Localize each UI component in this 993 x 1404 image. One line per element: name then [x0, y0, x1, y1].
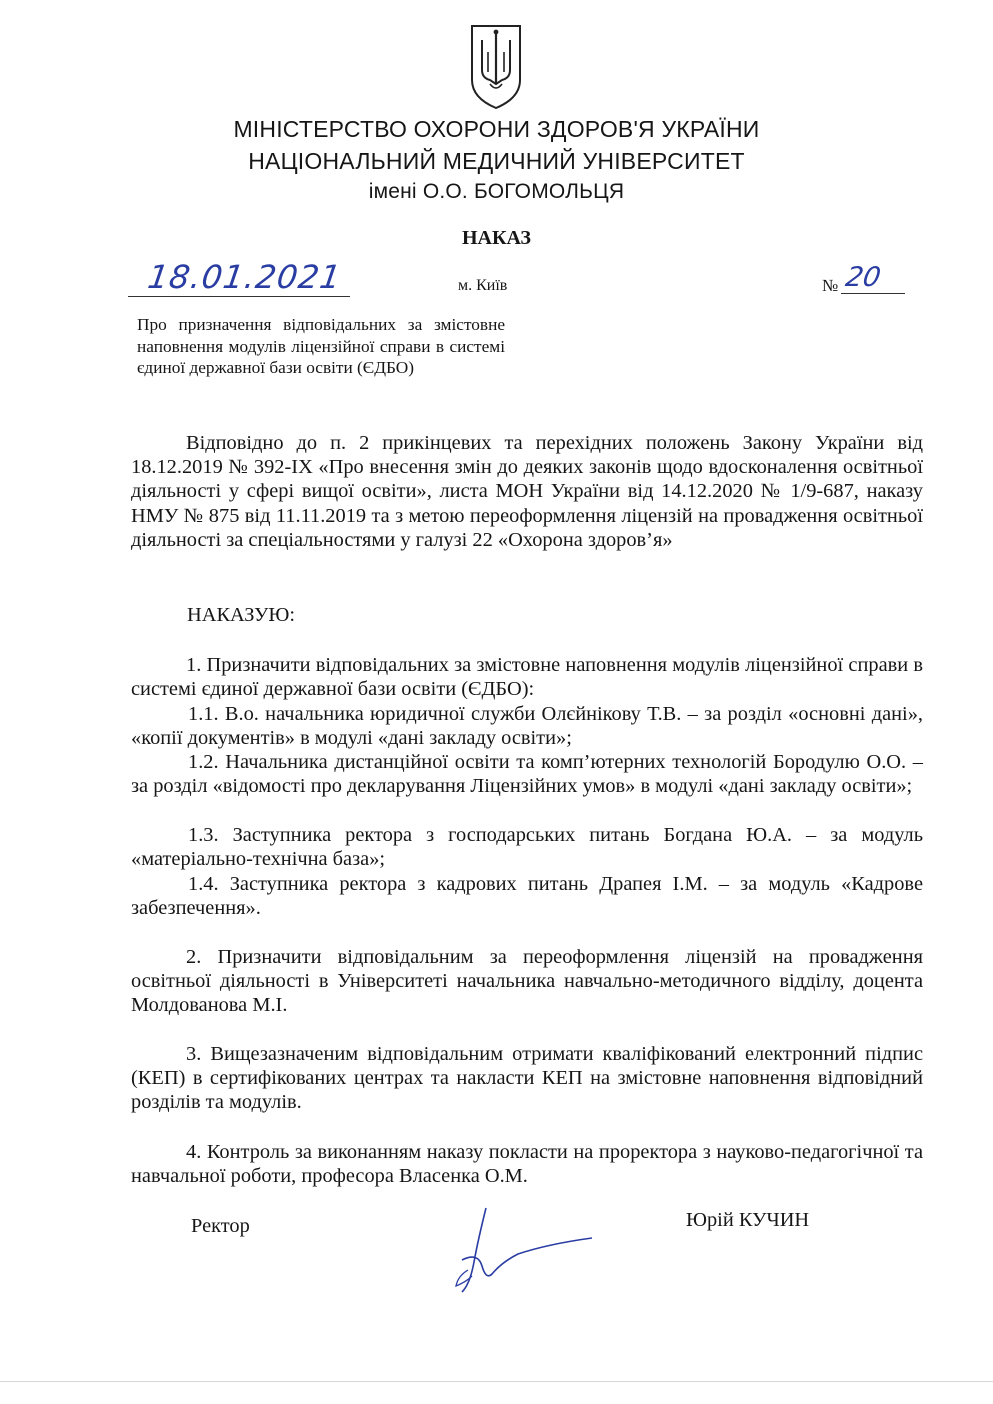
university-title: НАЦІОНАЛЬНИЙ МЕДИЧНИЙ УНІВЕРСИТЕТ [248, 148, 745, 174]
order-item-3: 3. Вищезазначеним відповідальним отримати кваліфікований електронний підпис (КЕП) в сертифікованих центрах та накласти КЕП на змістовне наповнення відповідний розділів та модулів. [131, 1043, 923, 1114]
page-bottom-edge [0, 1381, 993, 1382]
handwritten-order-number: 20 [843, 262, 884, 293]
signer-name: Юрій КУЧИН [686, 1209, 810, 1231]
city-label: м. Київ [458, 277, 508, 294]
order-number-underline [841, 293, 905, 294]
order-item-1-4: 1.4. Заступника ректора з кадрових питань Драпея І.М. – за модуль «Кадрове забезпечення». [131, 873, 923, 920]
document-type-title: НАКАЗ [461, 227, 531, 249]
order-item-2: 2. Призначити відповідальним за переоформлення ліцензій на провадження освітньої діяльності в Університеті начальника навчально-методичного відділу, доцента Молдованова М.І. [131, 946, 923, 1017]
order-item-4: 4. Контроль за виконанням наказу покласти на проректора з науково-педагогічної та навчальної роботи, професора Власенка О.М. [131, 1141, 923, 1188]
order-number-label: № [822, 276, 839, 295]
signer-position: Ректор [191, 1215, 250, 1237]
handwritten-signature-icon [448, 1200, 596, 1300]
university-named-after: імені О.О. БОГОМОЛЬЦЯ [368, 180, 625, 203]
ministry-title: МІНІСТЕРСТВО ОХОРОНИ ЗДОРОВ'Я УКРАЇНИ [233, 116, 760, 142]
order-item-1-3: 1.3. Заступника ректора з господарських питань Богдана Ю.А. – за модуль «матеріально-технічна база»; [131, 824, 923, 871]
preamble-paragraph: Відповідно до п. 2 прикінцевих та перехідних положень Закону України від 18.12.2019 № 392-IX «Про внесення змін до деяких законів щодо вдосконалення освітньої діяльності у сфері вищої освіти», листа МОН України від 14.12.2020 № 1/9-687, наказу НМУ № 875 від 11.11.2019 та з метою переоформлення ліцензій на провадження освітньої діяльності за спеціальностями у галузі 22 «Охорона здоров’я» [131, 432, 923, 551]
order-subject: Про призначення відповідальних за змістовне наповнення модулів ліцензійної справи в системі єдиної державної бази освіти (ЄДБО) [137, 315, 505, 377]
order-item-1-2: 1.2. Начальника дистанційної освіти та комп’ютерних технологій Бородулю О.О. – за розділ «відомості про декларування Ліцензійних умов» в модулі «дані закладу освіти»; [131, 751, 923, 798]
coat-of-arms-emblem-icon [468, 22, 524, 110]
handwritten-date: 18.01.2021 [145, 258, 344, 296]
order-item-1: 1. Призначити відповідальних за змістовне наповнення модулів ліцензійної справи в системі єдиної державної бази освіти (ЄДБО): [131, 654, 923, 701]
date-underline [128, 296, 350, 297]
order-item-1-1: 1.1. В.о. начальника юридичної служби Олєйнікову Т.В. – за розділ «основні дані», «копії документів» в модулі «дані закладу освіти»; [131, 703, 923, 750]
order-directive-word: НАКАЗУЮ: [187, 604, 296, 626]
